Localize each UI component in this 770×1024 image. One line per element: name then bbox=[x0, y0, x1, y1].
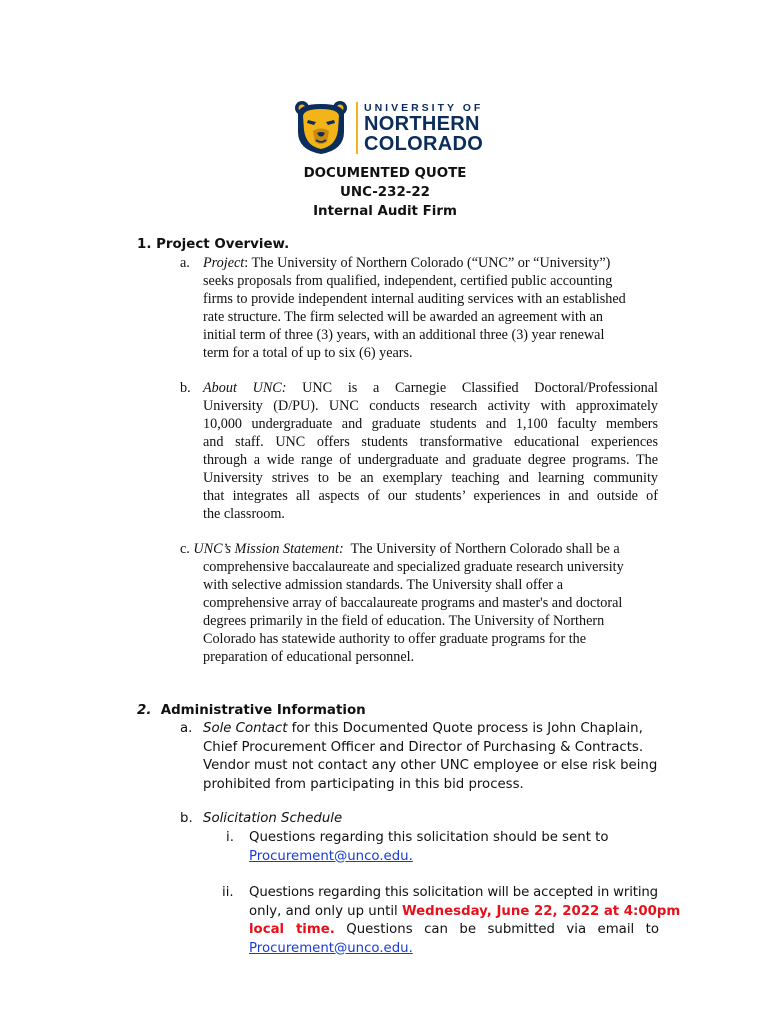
item-2b-ii-label: ii. bbox=[222, 885, 234, 900]
item-1c-line-3: with selective admission standards. The University shall offer a bbox=[203, 577, 563, 593]
item-2b-title: Solicitation Schedule bbox=[203, 811, 343, 826]
item-1b-line-1-text: UNC is a Carnegie Classified Doctoral/Professional bbox=[286, 380, 658, 396]
item-1b-line-5: through a wide range of undergraduate and graduate degree programs. The bbox=[203, 452, 658, 468]
item-1c-line-1 bbox=[180, 540, 660, 558]
item-2a-title: Sole Contact bbox=[203, 721, 288, 736]
item-1c-paragraph bbox=[180, 540, 660, 666]
item-2b-i-line-1: Questions regarding this solicitation should be sent to bbox=[249, 830, 609, 845]
item-2b-ii-line-1: Questions regarding this solicitation will be accepted in writing bbox=[249, 885, 658, 900]
item-1c-label: c. bbox=[180, 541, 190, 557]
item-1b-title: About UNC: bbox=[203, 380, 287, 396]
item-2a-label: a. bbox=[180, 721, 193, 736]
deadline-local-time: local time. bbox=[249, 922, 335, 937]
item-1c-line-7: preparation of educational personnel. bbox=[203, 649, 415, 665]
deadline-date: Wednesday, June 22, 2022 at 4:00pm bbox=[401, 903, 681, 919]
item-1a-line-1-text: : The University of Northern Colorado (“UNC” or “University”) bbox=[244, 255, 611, 271]
logo-divider bbox=[356, 102, 358, 154]
item-2a-line-2: Chief Procurement Officer and Director of Purchasing & Contracts. bbox=[203, 739, 644, 755]
logo-line-2: NORTHERN bbox=[364, 113, 480, 135]
item-1c-body bbox=[180, 558, 660, 666]
document-title-block bbox=[0, 164, 770, 221]
item-1c-line-1-text: The University of Northern Colorado shall be a bbox=[343, 541, 620, 557]
item-1b-line-3: 10,000 undergraduate and graduate students and 1,100 faculty members bbox=[203, 416, 658, 432]
item-1c-line-6: Colorado has statewide authority to offer graduate programs for the bbox=[203, 631, 587, 647]
item-1b-label: b. bbox=[180, 380, 191, 396]
item-1b-line-7: that integrates all aspects of our students’ experiences in and outside of bbox=[203, 488, 658, 504]
item-2a-line-1-text: for this Documented Quote process is John Chaplain, bbox=[287, 721, 643, 736]
item-1a-line-5: initial term of three (3) years, with an additional three (3) year renewal bbox=[203, 327, 605, 343]
bear-mascot-icon bbox=[292, 98, 350, 156]
procurement-email-link-1[interactable]: Procurement@unco.edu. bbox=[249, 848, 413, 864]
procurement-email-link-2[interactable]: Procurement@unco.edu. bbox=[249, 940, 413, 956]
logo-line-3: COLORADO bbox=[364, 133, 484, 155]
document-subject: Internal Audit Firm bbox=[313, 204, 457, 219]
item-2a-line-4: prohibited from participating in this bid process. bbox=[203, 776, 524, 792]
section-2-number: 2. bbox=[137, 703, 152, 718]
item-2a-line-3: Vendor must not contact any other UNC employee or else risk being bbox=[203, 758, 658, 773]
item-1b-line-1 bbox=[203, 379, 658, 397]
item-2b-title-row bbox=[203, 810, 663, 829]
item-2b-label: b. bbox=[180, 811, 193, 826]
item-1a-title: Project bbox=[203, 255, 245, 271]
item-2b-ii-line-2-text: only, and only up until bbox=[249, 903, 402, 919]
item-2a-paragraph bbox=[203, 720, 663, 794]
item-1a-line-6: term for a total of up to six (6) years. bbox=[203, 345, 413, 361]
item-1b-paragraph bbox=[203, 379, 658, 523]
item-1a-paragraph bbox=[203, 254, 658, 362]
logo-line-1: UNIVERSITY OF bbox=[364, 102, 484, 114]
item-2b-ii-line-3-text: Questions can be submitted via email to bbox=[334, 922, 660, 937]
item-2b-ii-line-2 bbox=[249, 903, 681, 922]
document-title: DOCUMENTED QUOTE bbox=[303, 166, 467, 181]
item-1a-line-1 bbox=[203, 254, 658, 272]
item-1a-line-3: firms to provide independent internal auditing services with an established bbox=[203, 291, 626, 307]
item-1b-line-8: the classroom. bbox=[203, 506, 285, 522]
item-1c-line-5: degrees primarily in the field of education. The University of Northern bbox=[203, 613, 605, 629]
item-1b-line-4: and staff. UNC offers students transformative educational experiences bbox=[203, 434, 658, 450]
item-2a-line-1 bbox=[203, 720, 663, 739]
item-1b-line-2: University (D/PU). UNC conducts research activity with approximately bbox=[203, 398, 658, 414]
item-2b-ii-line-3 bbox=[249, 921, 659, 940]
item-1a-label: a. bbox=[180, 255, 190, 271]
document-number: UNC-232-22 bbox=[340, 185, 430, 200]
item-1a-line-2: seeks proposals from qualified, independent, certified public accounting bbox=[203, 273, 613, 289]
item-1c-line-4: comprehensive array of baccalaureate programs and master's and doctoral bbox=[203, 595, 623, 611]
section-2-heading bbox=[137, 701, 366, 720]
item-1c-title: UNC’s Mission Statement: bbox=[193, 541, 344, 557]
item-1c-line-2: comprehensive baccalaureate and specialized graduate research university bbox=[203, 559, 624, 575]
item-2b-ii-paragraph bbox=[249, 884, 681, 958]
university-logo bbox=[292, 98, 482, 158]
item-1b-line-6: University strives to be an exemplary teaching and learning community bbox=[203, 470, 658, 486]
item-2b-i-paragraph bbox=[249, 829, 659, 866]
item-1a-line-4: rate structure. The firm selected will be awarded an agreement with an bbox=[203, 309, 603, 325]
section-2-title: Administrative Information bbox=[160, 703, 366, 718]
item-2b-i-label: i. bbox=[226, 830, 234, 845]
section-1-heading: 1. Project Overview. bbox=[137, 237, 290, 252]
